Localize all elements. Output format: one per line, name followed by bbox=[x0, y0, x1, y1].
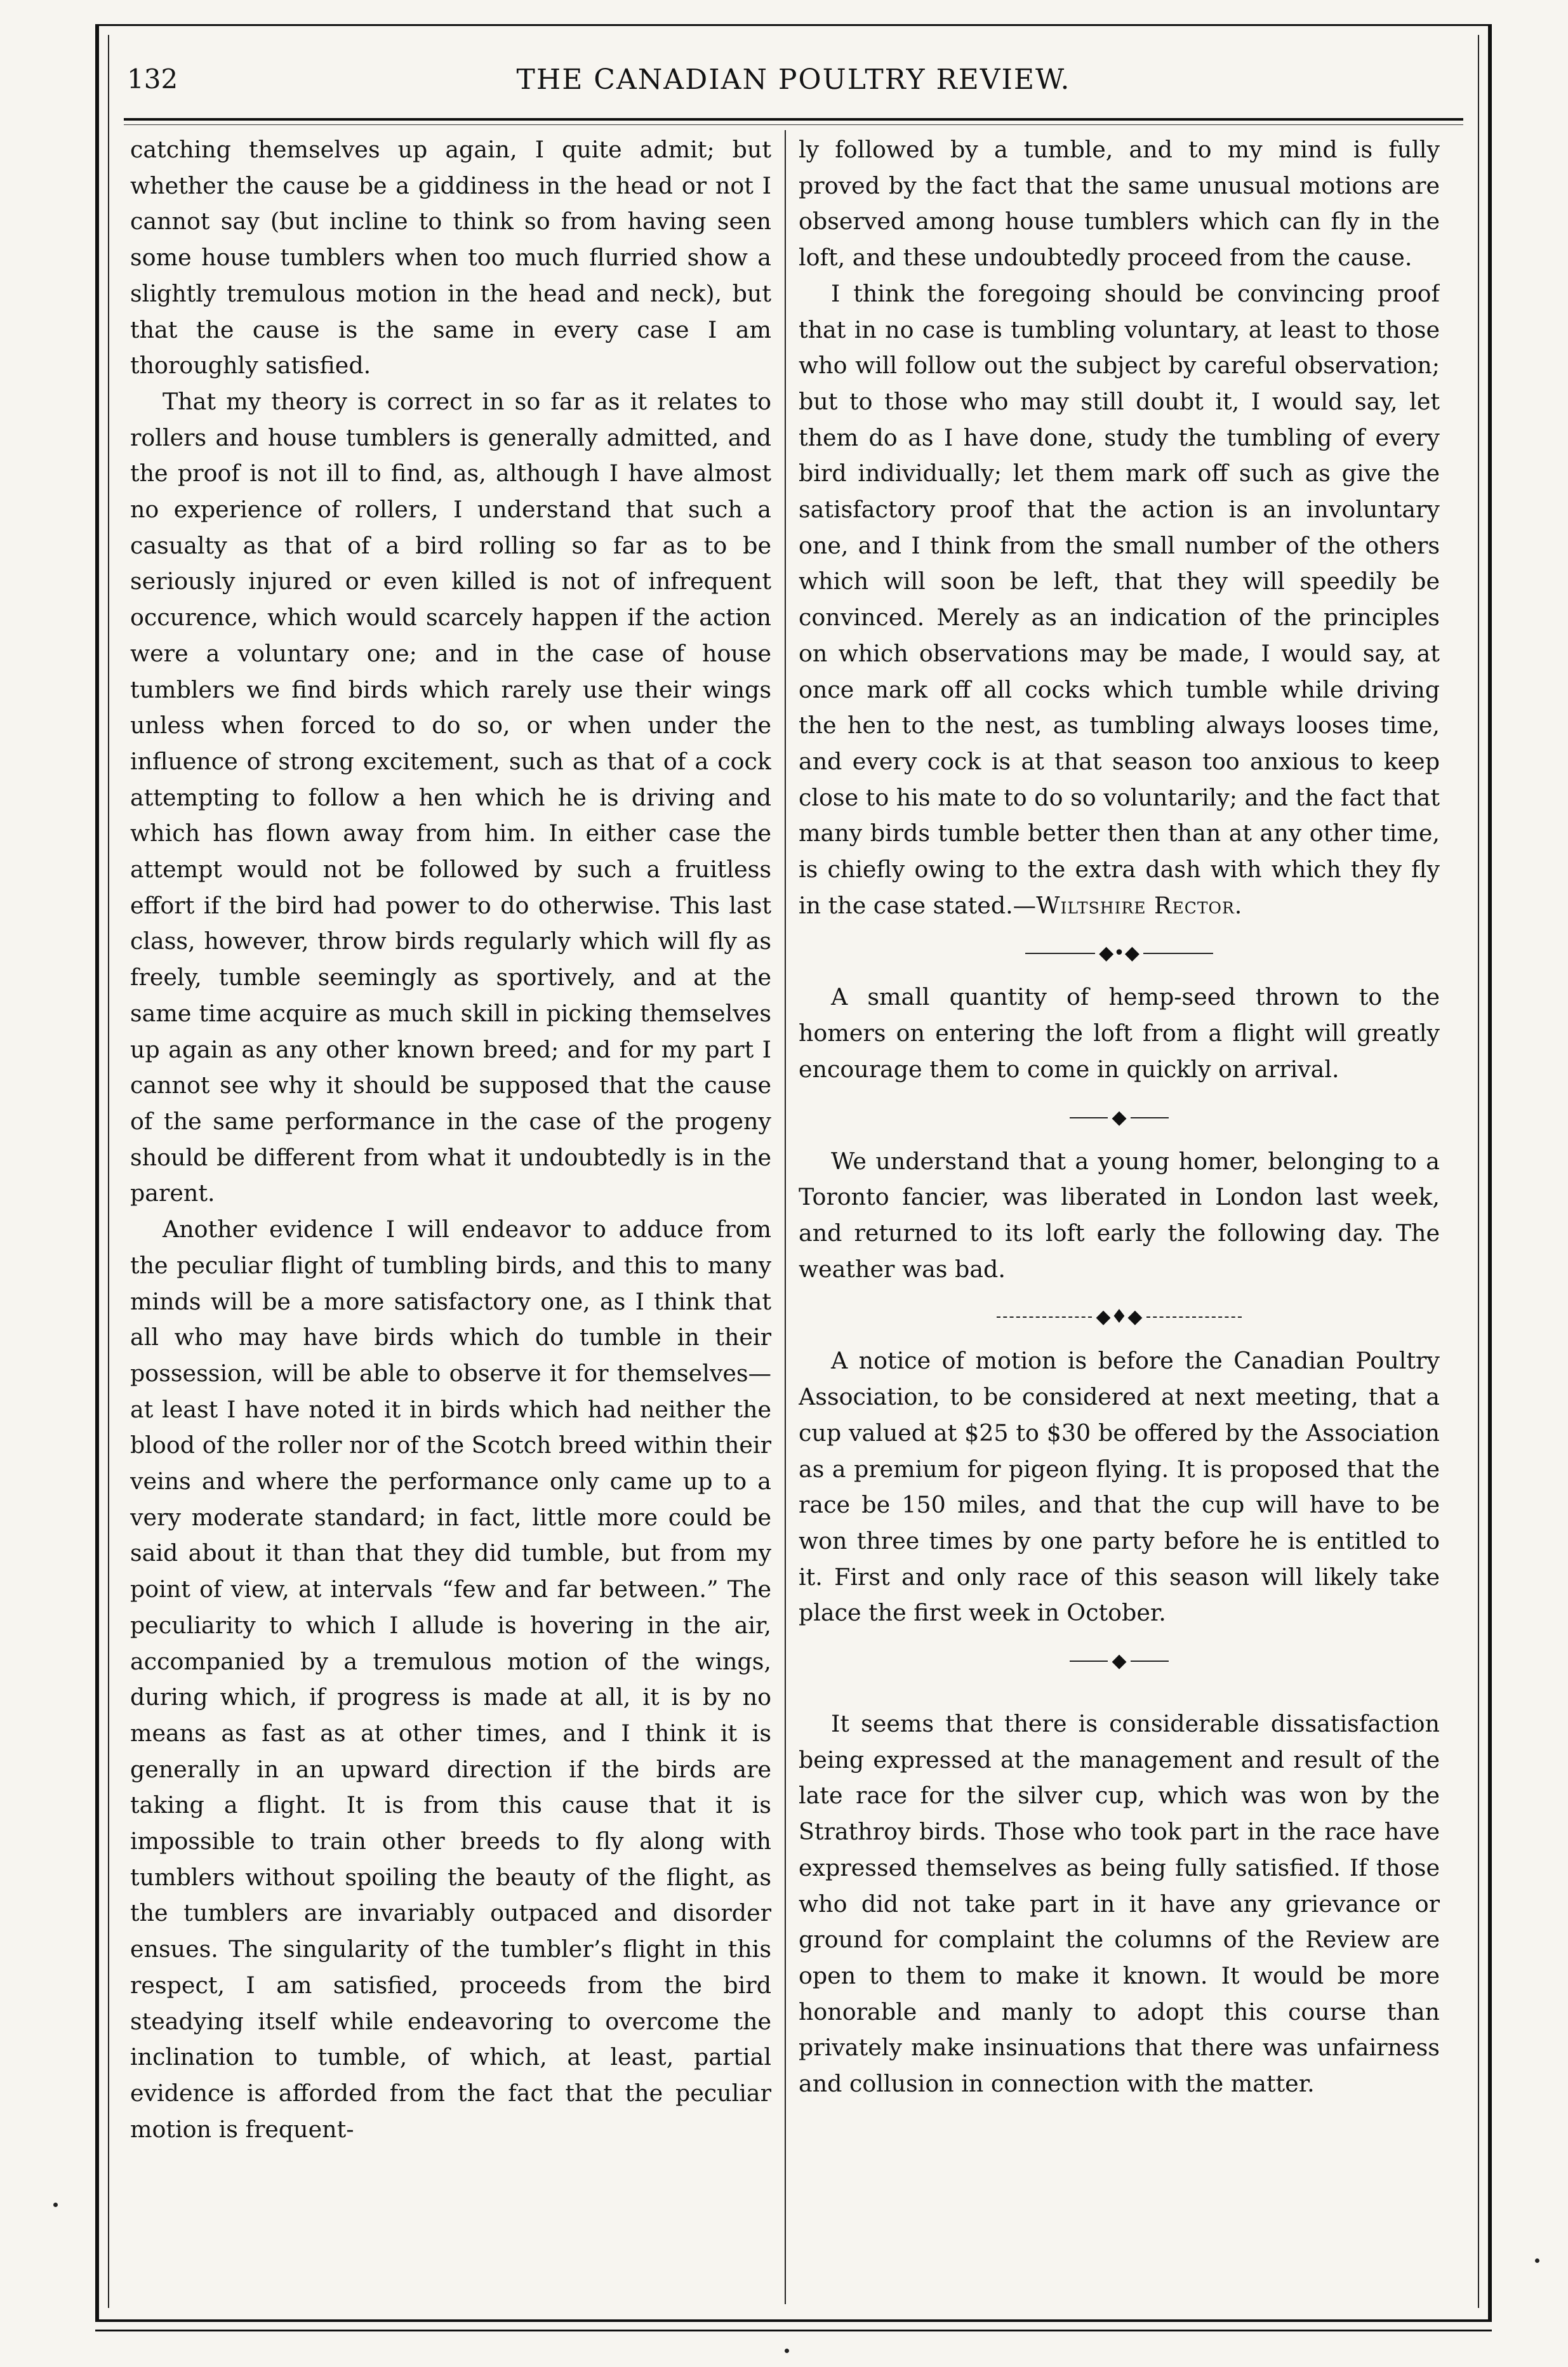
news-note: It seems that there is considerable dissatisfaction being expressed at the management and result of the late race for the silver cup, which was won by the Strathroy birds. Those who took part in the race have expressed themselves as being fully satisfied. If those who did not take part in it have any grievance or ground for complaint the columns of the Review are open to them to make it known. It would be more honorable and manly to adopt this course than privately make insinuations that there was unfairness and collusion in connection with the matter. bbox=[799, 1710, 1440, 2098]
header-rule-thin bbox=[124, 124, 1463, 125]
page-number: 132 bbox=[127, 63, 178, 95]
conclusion-text: I think the foregoing should be convincing proof that in no case is tumbling voluntary, at least to those who will follow out the subject by careful observation; but to those who may still doubt it, I would say, let them do as I have done, study the tumbling of every bird individually; let them mark off such as give the satisfactory proof that the action is an involuntary one, and I think from the small number of the others which will soon be left, that they will speedily be convinced. Merely as an indication of the principles on which observations may be made, I would say, at once mark off all cocks which tumble while driving the hen to the nest, as tumbling always looses time, and every cock is at that season too anxious to keep close to his mate to do so voluntarily; and the fact that many birds tumble better then than at any other time, is chiefly owing to the extra dash with which they fly in the case stated.— bbox=[799, 279, 1440, 919]
header-rule bbox=[124, 118, 1463, 121]
section-ornament bbox=[799, 1643, 1440, 1678]
left-column bbox=[130, 132, 771, 2303]
article-paragraph: That my theory is correct in so far as it relates to rollers and house tumblers is generally admitted, and the proof is not ill to find, as, although I have almost no experience of rollers, I understand that such a casualty as that of a bird rolling so far as to be seriously injured or even killed is not of infrequent occurence, which would scarcely happen if the action were a voluntary one; and in the case of house tumblers we find birds which rarely use their wings unless when forced to do so, or when under the influence of strong excitement, such as that of a cock attempting to follow a hen which he is driving and which has flown away from him. In either case the attempt would not be followed by such a fruitless effort if the bird had power to do otherwise. This last class, however, throw birds regularly which will fly as freely, tumble seemingly as sportively, and at the same time acquire as much skill in picking themselves up again as any other known breed; and for my part I cannot see why it should be supposed that the cause of the same performance in the case of the progeny should be different from what it undoubtedly is in the parent. bbox=[130, 387, 771, 1207]
article-paragraph: Another evidence I will endeavor to adduce from the peculiar flight of tumbling birds, and this to many minds will be a more satisfactory one, as I think that all who may have birds which do tumble in their possession, will be able to observe it for themselves—at least I have noted it in birds which had neither the blood of the roller nor of the Scotch breed within their veins and where the performance only came up to a very moderate standard; in fact, little more could be said about it than that they did tumble, but from my point of view, at intervals “few and far between.” The peculiarity to which I allude is hovering in the air, accompanied by a tremulous motion of the wings, during which, if progress is made at all, it is by no means as fast as at other times, and I think it is generally in an upward direction if the birds are taking a flight. It is from this cause that it is impossible to train other breeds to fly along with tumblers without spoiling the beauty of the flight, as the tumblers are invariably outpaced and disorder ensues. The singularity of the tumbler’s flight in this respect, I am satisfied, proceeds from the bird steadying itself while endeavoring to overcome the inclination to tumble, of which, at least, partial evidence is afforded from the fact that the peculiar motion is frequent- bbox=[130, 1216, 771, 2143]
section-ornament bbox=[799, 1299, 1440, 1334]
section-ornament bbox=[799, 935, 1440, 971]
ink-speck bbox=[1535, 2258, 1539, 2263]
article-conclusion bbox=[799, 276, 1440, 924]
diamond-icon: ◆ bbox=[1112, 1106, 1127, 1129]
page-header bbox=[127, 63, 1460, 109]
fleuron-icon: ◆•◆ bbox=[1099, 942, 1139, 965]
column-divider bbox=[785, 130, 786, 2304]
news-note: A small quantity of hemp-seed thrown to the homers on entering the loft from a flight will greatly encourage them to come in quickly on arrival. bbox=[799, 983, 1440, 1083]
article-paragraph: catching themselves up again, I quite admit; but whether the cause be a giddiness in the head or not I cannot say (but incline to think so from having seen some house tumblers when too much flurried show a slightly tremulous motion in the head and neck), but that the cause is the same in every case I am thoroughly satisfied. bbox=[130, 136, 771, 380]
journal-title: THE CANADIAN POULTRY REVIEW. bbox=[516, 63, 1071, 96]
news-note: We understand that a young homer, belonging to a Toronto fancier, was liberated in London last week, and returned to its loft early the following day. The weather was bad. bbox=[799, 1147, 1440, 1283]
news-note: A notice of motion is before the Canadian Poultry Association, to be considered at next meeting, that a cup valued at $25 to $30 be offered by the Association as a premium for pigeon flying. It is proposed that the race be 150 miles, and that the cup will have to be won three times by one party before he is entitled to it. First and only race of this season will likely take place the first week in October. bbox=[799, 1347, 1440, 1627]
fleuron-icon: ◆♦◆ bbox=[1096, 1306, 1143, 1329]
bottom-rule bbox=[95, 2330, 1492, 2331]
ink-speck bbox=[785, 2349, 789, 2353]
diamond-icon: ◆ bbox=[1112, 1650, 1127, 1673]
section-ornament bbox=[799, 1099, 1440, 1135]
author-signature: Wiltshire Rector. bbox=[1036, 891, 1243, 919]
right-column bbox=[799, 132, 1440, 2303]
article-continuation: ly followed by a tumble, and to my mind is fully proved by the fact that the same unusual motions are observed among house tumblers which can fly in the loft, and these undoubtedly proceed from the cause. bbox=[799, 136, 1440, 272]
ink-speck bbox=[53, 2203, 58, 2207]
